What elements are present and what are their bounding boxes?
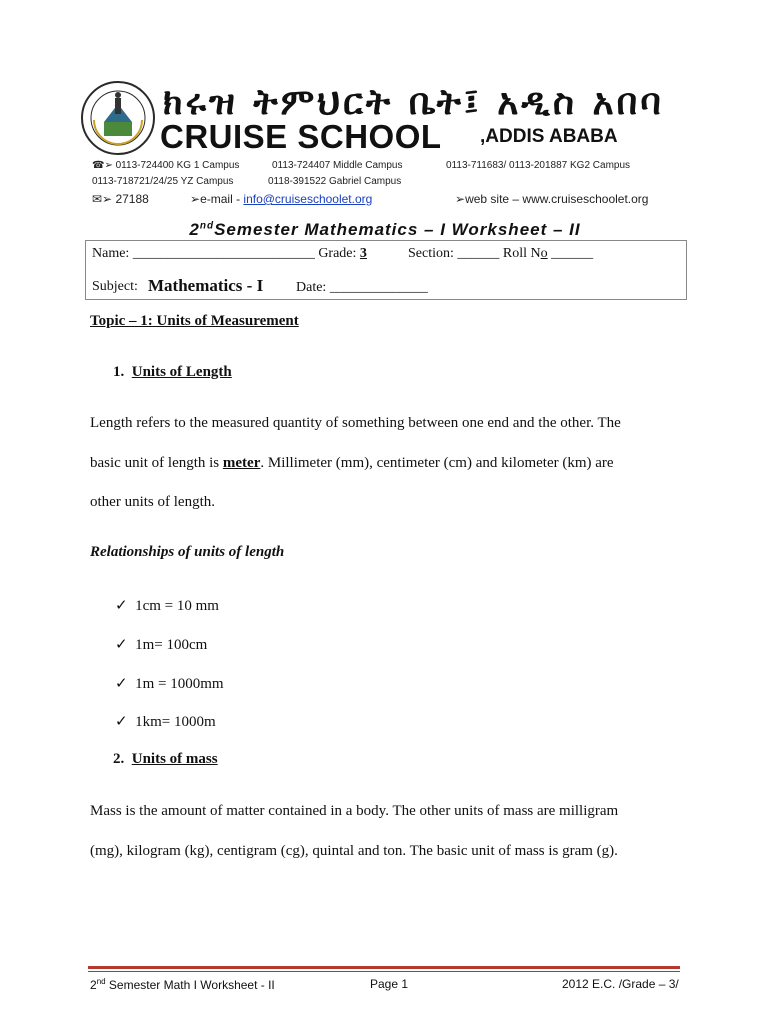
- para2-line1: Mass is the amount of matter contained in a body. The other units of mass are milligram: [90, 803, 619, 819]
- school-name: CRUISE SCHOOL: [160, 118, 442, 155]
- para1-line3: other units of length.: [90, 494, 215, 510]
- footer-right: 2012 E.C. /Grade – 3/: [562, 977, 679, 991]
- section2-heading: 2. Units of mass: [113, 751, 218, 767]
- school-logo: [80, 80, 156, 156]
- footer-divider-thin: [88, 971, 680, 972]
- checkmark-icon: ✓: [115, 637, 128, 653]
- relationships-heading: Relationships of units of length: [90, 544, 285, 560]
- contact-kg2: 0113-711683/ 0113-201887 KG2 Campus: [446, 160, 631, 171]
- school-name-amharic: ክሩዝ ትምህርት ቤት፤ አዲስ አበባ: [163, 82, 664, 123]
- contact-kg1: ☎➢ 0113-724400 KG 1 Campus: [92, 160, 240, 171]
- email-link[interactable]: info@cruiseschoolet.org: [243, 192, 373, 206]
- contact-gabriel: 0118-391522 Gabriel Campus: [268, 176, 402, 187]
- worksheet-title: 2ndSemester Mathematics – I Worksheet – II: [189, 220, 581, 239]
- para1-line2: basic unit of length is meter. Millimeter (mm), centimeter (cm) and kilometer (km) are: [90, 455, 614, 471]
- meter-term: meter: [222, 455, 261, 471]
- contact-pobox: ✉➢ 27188: [92, 192, 149, 206]
- para2-line2: (mg), kilogram (kg), centigram (cg), quintal and ton. The basic unit of mass is gram (g).: [90, 843, 618, 859]
- contact-email: ➢e-mail - info@cruiseschoolet.org: [190, 192, 373, 206]
- footer-page-number: Page 1: [370, 977, 409, 991]
- phone-icon: ☎➢: [92, 160, 116, 171]
- checkmark-icon: ✓: [115, 676, 128, 692]
- list-item: ✓ 1m= 100cm: [115, 637, 208, 653]
- list-item: ✓ 1m = 1000mm: [115, 676, 224, 692]
- school-city: ,ADDIS ABABA: [480, 126, 618, 147]
- contact-website: ➢web site – www.cruiseschoolet.org: [455, 192, 649, 206]
- arrow-bullet-icon: ➢: [455, 192, 466, 206]
- footer-divider: [88, 966, 680, 969]
- arrow-bullet-icon: ➢: [190, 192, 201, 206]
- date-line: Date: ______________: [296, 280, 428, 295]
- topic-heading: Topic – 1: Units of Measurement: [90, 313, 299, 329]
- section-roll-line: Section: ______ Roll No ______: [408, 246, 594, 261]
- contact-yz: 0113-718721/24/25 YZ Campus: [92, 176, 234, 187]
- list-item: ✓ 1km= 1000m: [115, 714, 216, 730]
- grade-value: 3: [359, 246, 367, 261]
- subject-value: Mathematics - I: [148, 276, 264, 295]
- para1-line1: Length refers to the measured quantity of something between one end and the other. The: [90, 415, 621, 431]
- checkmark-icon: ✓: [115, 714, 128, 730]
- subject-label: Subject:: [92, 279, 138, 294]
- list-item: ✓ 1cm = 10 mm: [115, 598, 219, 614]
- contact-middle: 0113-724407 Middle Campus: [272, 160, 403, 171]
- name-grade-line: Name: __________________________ Grade: 3: [92, 246, 367, 261]
- checkmark-icon: ✓: [115, 598, 128, 614]
- envelope-icon: ✉➢: [92, 192, 116, 206]
- footer-left: 2nd Semester Math I Worksheet - II: [90, 977, 275, 992]
- section1-heading: 1. Units of Length: [113, 364, 232, 380]
